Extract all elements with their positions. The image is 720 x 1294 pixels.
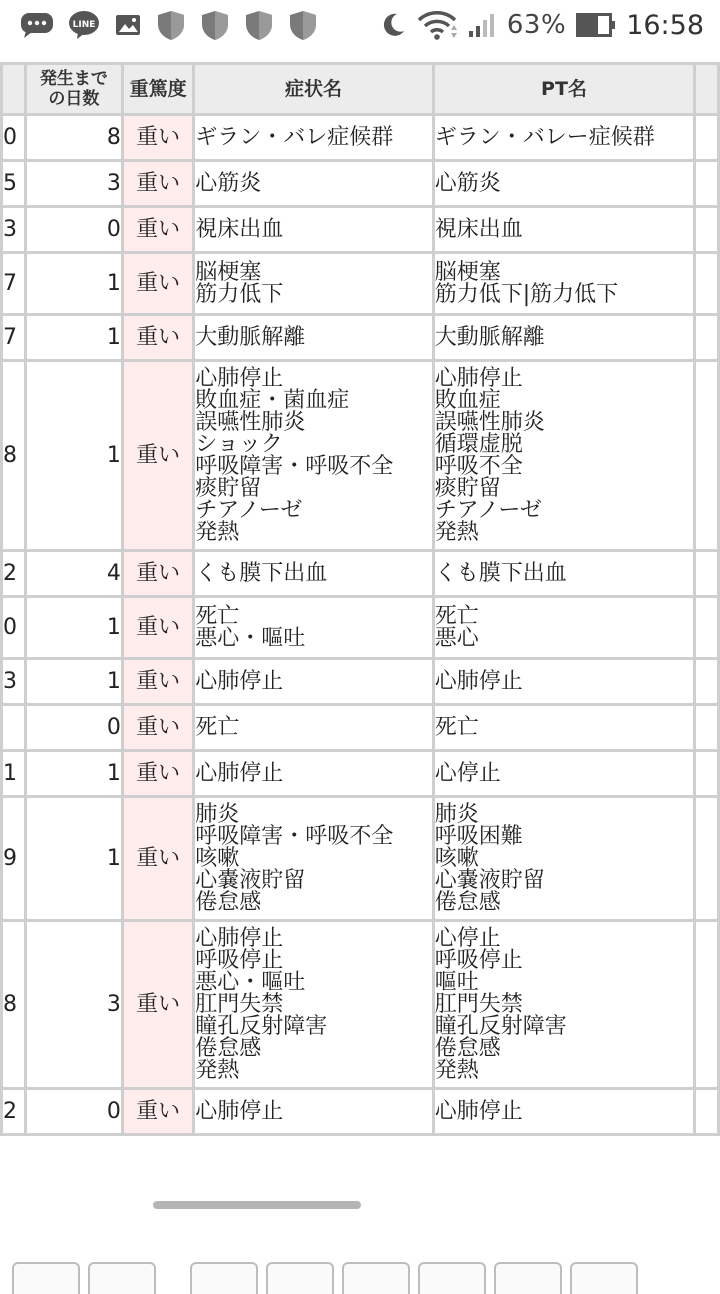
header-symptom: 症状名	[194, 64, 433, 115]
adverse-event-table	[0, 62, 720, 1136]
table-row	[2, 253, 719, 315]
symptom-cell	[194, 253, 433, 315]
pt-name: 誤嚥性肺炎	[434, 409, 545, 435]
pt-cell	[433, 751, 694, 797]
table-row	[2, 207, 719, 253]
header-days-line1: 発生まで	[39, 69, 108, 89]
severity-cell: 重い	[122, 659, 193, 705]
symptom-name: 発熱	[195, 519, 240, 545]
row-id-cell: 7	[2, 315, 26, 361]
pt-name: 呼吸困難	[434, 823, 523, 849]
table-row	[2, 315, 719, 361]
days-cell: 0	[25, 705, 122, 751]
pt-name: 心筋炎	[434, 170, 501, 196]
table-row	[2, 705, 719, 751]
pt-cell	[433, 315, 694, 361]
symptom-name: 瞳孔反射障害	[195, 1013, 328, 1039]
pt-name: 悪心	[434, 625, 479, 651]
symptom-name: 心筋炎	[195, 170, 262, 196]
pt-cell	[433, 921, 694, 1089]
symptom-cell	[194, 659, 433, 705]
pt-cell	[433, 705, 694, 751]
pt-name: 痰貯留	[434, 475, 501, 501]
symptom-cell	[194, 797, 433, 921]
table-row	[2, 921, 719, 1089]
days-cell: 1	[25, 361, 122, 551]
pt-cell	[433, 115, 694, 161]
pt-name: 心停止	[434, 925, 501, 951]
header-days	[25, 64, 122, 115]
days-cell: 0	[25, 207, 122, 253]
symptom-name: 呼吸障害・呼吸不全	[195, 823, 394, 849]
pt-name: チアノーゼ	[434, 497, 542, 523]
pt-name: 呼吸停止	[434, 947, 523, 973]
pt-name: 大動脈解離	[434, 324, 545, 350]
pt-name: 心停止	[434, 760, 501, 786]
severity-cell: 重い	[122, 797, 193, 921]
symptom-cell	[194, 161, 433, 207]
row-id-cell: 3	[2, 207, 26, 253]
days-cell: 3	[25, 921, 122, 1089]
row-edge-cell	[695, 659, 719, 705]
row-edge-cell	[695, 705, 719, 751]
pt-cell	[433, 659, 694, 705]
symptom-name: 呼吸停止	[195, 947, 284, 973]
symptom-cell	[194, 705, 433, 751]
days-cell: 3	[25, 161, 122, 207]
pt-cell	[433, 597, 694, 659]
pt-name: 死亡	[434, 603, 479, 629]
symptom-name: くも膜下出血	[195, 560, 328, 586]
symptom-name: 痰貯留	[195, 475, 262, 501]
symptom-name: 心肺停止	[195, 668, 284, 694]
wifi-icon	[417, 10, 457, 40]
page-button[interactable]	[342, 1262, 410, 1294]
severity-cell: 重い	[122, 115, 193, 161]
severity-cell: 重い	[122, 361, 193, 551]
symptom-name: 心肺停止	[195, 365, 284, 391]
page-button[interactable]	[494, 1262, 562, 1294]
row-edge-cell	[695, 315, 719, 361]
symptom-name: ギラン・バレ症候群	[195, 124, 394, 150]
pt-name: 発熱	[434, 519, 479, 545]
symptom-cell	[194, 751, 433, 797]
row-id-cell: 3	[2, 659, 26, 705]
symptom-name: 肛門失禁	[195, 991, 284, 1017]
symptom-name: 肺炎	[195, 801, 240, 827]
pt-name: 心肺停止	[434, 668, 523, 694]
symptom-name: ショック	[195, 431, 283, 457]
page-button[interactable]	[190, 1262, 258, 1294]
severity-cell: 重い	[122, 207, 193, 253]
severity-cell: 重い	[122, 705, 193, 751]
page-button[interactable]	[88, 1262, 156, 1294]
pt-name: 筋力低下|筋力低下	[434, 281, 619, 307]
row-id-cell: 8	[2, 361, 26, 551]
shield-icon	[244, 9, 274, 41]
pt-name: ギラン・バレー症候群	[434, 124, 655, 150]
days-cell: 0	[25, 1089, 122, 1135]
table-body	[2, 115, 719, 1135]
symptom-name: 発熱	[195, 1057, 240, 1083]
symptom-name: 呼吸障害・呼吸不全	[195, 453, 394, 479]
pt-cell	[433, 1089, 694, 1135]
symptom-cell	[194, 315, 433, 361]
header-severity: 重篤度	[122, 64, 193, 115]
days-cell: 1	[25, 797, 122, 921]
row-id-cell: 5	[2, 161, 26, 207]
table-header-row	[2, 64, 719, 115]
row-edge-cell	[695, 751, 719, 797]
moon-icon	[379, 11, 407, 39]
pt-name: 心肺停止	[434, 365, 523, 391]
symptom-cell	[194, 361, 433, 551]
row-id-cell: 1	[2, 751, 26, 797]
symptom-cell	[194, 1089, 433, 1135]
symptom-name: 心肺停止	[195, 760, 284, 786]
row-edge-cell	[695, 253, 719, 315]
symptom-name: 倦怠感	[195, 1035, 262, 1061]
row-edge-cell	[695, 797, 719, 921]
header-edge-cell	[695, 64, 719, 115]
severity-cell: 重い	[122, 921, 193, 1089]
header-pt: PT名	[433, 64, 694, 115]
row-id-cell: 0	[2, 115, 26, 161]
pt-name: 死亡	[434, 714, 479, 740]
pt-name: 瞳孔反射障害	[434, 1013, 567, 1039]
page-button[interactable]	[570, 1262, 638, 1294]
pt-name: 肺炎	[434, 801, 479, 827]
cell-signal-icon	[467, 11, 497, 39]
symptom-cell	[194, 921, 433, 1089]
pt-name: 咳嗽	[434, 845, 479, 871]
row-edge-cell	[695, 921, 719, 1089]
symptom-name: 筋力低下	[195, 281, 284, 307]
symptom-name: 誤嚥性肺炎	[195, 409, 306, 435]
symptom-name: 脳梗塞	[195, 259, 262, 285]
pt-name: 呼吸不全	[434, 453, 523, 479]
row-id-cell: 2	[2, 551, 26, 597]
table-row	[2, 161, 719, 207]
symptom-name: 悪心・嘔吐	[195, 969, 306, 995]
pt-name: 嘔吐	[434, 969, 479, 995]
chat-bubble-icon	[20, 11, 54, 39]
pt-cell	[433, 551, 694, 597]
days-cell: 1	[25, 315, 122, 361]
pt-name: 肛門失禁	[434, 991, 523, 1017]
shield-icon	[156, 9, 186, 41]
table-row	[2, 1089, 719, 1135]
symptom-name: 悪心・嘔吐	[195, 625, 306, 651]
severity-cell: 重い	[122, 161, 193, 207]
pt-cell	[433, 161, 694, 207]
pt-name: 発熱	[434, 1057, 479, 1083]
symptom-name: 倦怠感	[195, 889, 262, 915]
symptom-name: 心嚢液貯留	[195, 867, 306, 893]
symptom-name: 敗血症・菌血症	[195, 387, 350, 413]
row-edge-cell	[695, 161, 719, 207]
days-cell: 1	[25, 751, 122, 797]
table-row	[2, 551, 719, 597]
battery-percent: 63%	[506, 10, 567, 40]
shield-icon	[200, 9, 230, 41]
days-cell: 1	[25, 253, 122, 315]
symptom-name: 心肺停止	[195, 1098, 284, 1124]
symptom-name: 大動脈解離	[195, 324, 306, 350]
image-icon	[114, 12, 142, 38]
days-cell: 1	[25, 659, 122, 705]
row-edge-cell	[695, 361, 719, 551]
page-button[interactable]	[418, 1262, 486, 1294]
symptom-cell	[194, 551, 433, 597]
horizontal-scrollbar[interactable]	[153, 1201, 361, 1209]
symptom-name: 視床出血	[195, 216, 284, 242]
row-edge-cell	[695, 551, 719, 597]
severity-cell: 重い	[122, 315, 193, 361]
row-edge-cell	[695, 597, 719, 659]
row-edge-cell	[695, 115, 719, 161]
symptom-cell	[194, 115, 433, 161]
severity-cell: 重い	[122, 551, 193, 597]
row-edge-cell	[695, 207, 719, 253]
pt-name: 倦怠感	[434, 889, 501, 915]
symptom-name: チアノーゼ	[195, 497, 303, 523]
symptom-name: 死亡	[195, 714, 240, 740]
line-icon	[68, 10, 100, 40]
row-id-cell: 7	[2, 253, 26, 315]
pt-name: くも膜下出血	[434, 560, 567, 586]
pt-name: 倦怠感	[434, 1035, 501, 1061]
pt-name: 循環虚脱	[434, 431, 523, 457]
battery-icon	[576, 12, 616, 38]
pt-name: 脳梗塞	[434, 259, 501, 285]
page-button[interactable]	[266, 1262, 334, 1294]
status-bar	[0, 0, 720, 50]
days-cell: 1	[25, 597, 122, 659]
table-row	[2, 797, 719, 921]
severity-cell: 重い	[122, 597, 193, 659]
table-row	[2, 115, 719, 161]
table-row	[2, 659, 719, 705]
pagination-bar	[0, 1262, 720, 1280]
table-row	[2, 361, 719, 551]
table-row	[2, 751, 719, 797]
clock: 16:58	[626, 9, 704, 41]
header-days-line2: の日数	[48, 89, 100, 109]
pt-name: 敗血症	[434, 387, 501, 413]
pt-cell	[433, 361, 694, 551]
row-id-cell: 2	[2, 1089, 26, 1135]
pt-name: 視床出血	[434, 216, 523, 242]
pt-name: 心嚢液貯留	[434, 867, 545, 893]
shield-icon	[288, 9, 318, 41]
severity-cell: 重い	[122, 1089, 193, 1135]
pt-name: 心肺停止	[434, 1098, 523, 1124]
symptom-name: 心肺停止	[195, 925, 284, 951]
table-row	[2, 597, 719, 659]
pt-cell	[433, 253, 694, 315]
days-cell: 4	[25, 551, 122, 597]
row-id-cell: 8	[2, 921, 26, 1089]
days-cell: 8	[25, 115, 122, 161]
row-edge-cell	[695, 1089, 719, 1135]
page-button[interactable]	[12, 1262, 80, 1294]
header-id-cell	[2, 64, 26, 115]
pt-cell	[433, 207, 694, 253]
symptom-name: 咳嗽	[195, 845, 240, 871]
row-id-cell	[2, 705, 26, 751]
symptom-cell	[194, 207, 433, 253]
row-id-cell: 9	[2, 797, 26, 921]
svg-text:LINE: LINE	[72, 20, 96, 30]
symptom-cell	[194, 597, 433, 659]
severity-cell: 重い	[122, 253, 193, 315]
results-table-container[interactable]	[0, 62, 720, 1136]
severity-cell: 重い	[122, 751, 193, 797]
symptom-name: 死亡	[195, 603, 240, 629]
pt-cell	[433, 797, 694, 921]
row-id-cell: 0	[2, 597, 26, 659]
